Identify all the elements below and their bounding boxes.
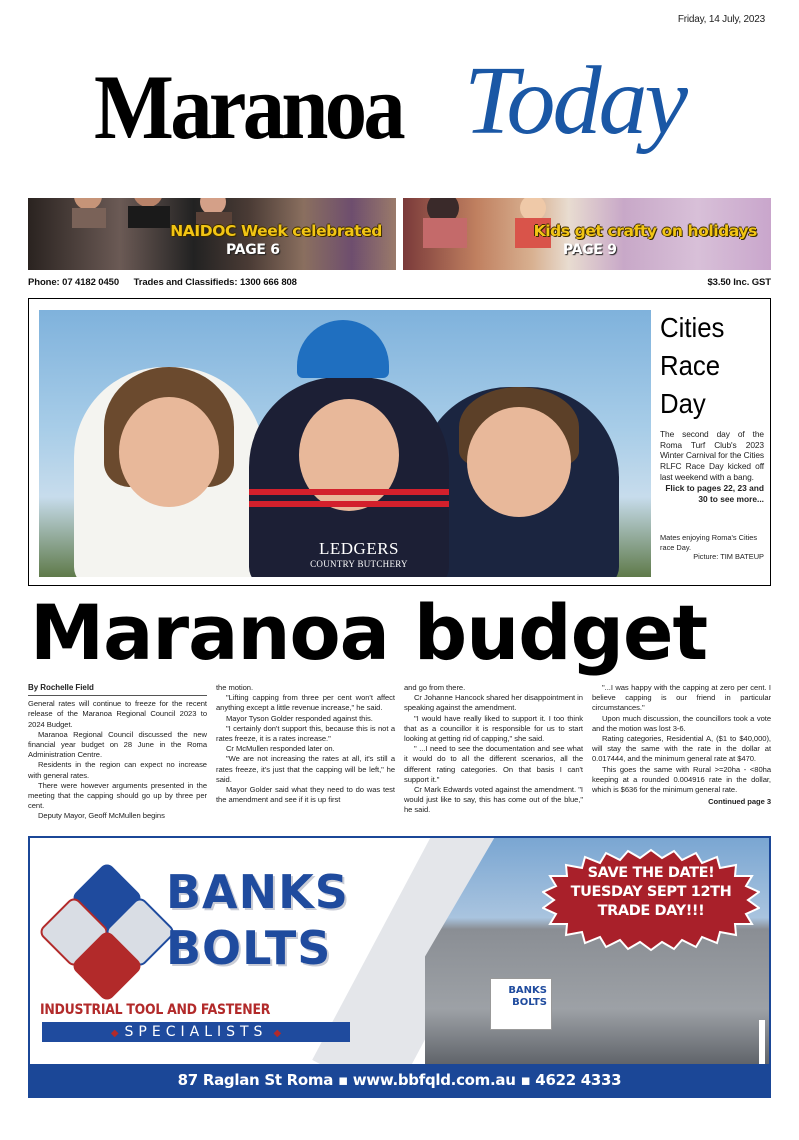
article-column-1 bbox=[28, 683, 207, 822]
hero-title: Cities Race Day bbox=[660, 312, 725, 419]
paragraph: the motion. bbox=[216, 683, 254, 692]
paragraph: "I certainly don't support this, because this is not a rates freeze, it is a rates increase." bbox=[216, 723, 395, 744]
diamond-bullet-icon: ◆ bbox=[273, 1028, 282, 1039]
paragraph: Cr Johanne Hancock shared her disappointment in speaking against the amendment. bbox=[404, 693, 583, 713]
teaser-kids-crafty[interactable] bbox=[403, 198, 771, 270]
cover-price: $3.50 Inc. GST bbox=[707, 277, 771, 288]
contact-bar bbox=[28, 277, 771, 288]
masthead-today: Today bbox=[464, 47, 686, 155]
diamond-bullet-icon: ◆ bbox=[110, 1028, 119, 1039]
banks-bolts-advert[interactable] bbox=[28, 836, 771, 1098]
hero-feature bbox=[28, 298, 771, 586]
paragraph: Cr McMullen responded later on. bbox=[226, 744, 335, 754]
hero-sidebar bbox=[660, 309, 764, 505]
masthead-logo[interactable] bbox=[94, 47, 714, 162]
article-column-4 bbox=[592, 683, 771, 807]
teaser-page: PAGE 9 bbox=[563, 242, 617, 258]
byline: By Rochelle Field bbox=[28, 683, 207, 696]
paragraph: "...I was happy with the capping at zero per cent. I believe capping is our friend in particular circumstances." bbox=[592, 683, 771, 713]
hero-photo[interactable] bbox=[39, 310, 651, 577]
ad-code-strip bbox=[759, 1020, 765, 1064]
photo-kid-left bbox=[74, 367, 264, 577]
ad-specialists-bar: ◆ SPECIALISTS ◆ bbox=[42, 1022, 350, 1042]
lead-headline: Maranoa budget bbox=[30, 588, 708, 677]
photo-kid-right bbox=[419, 387, 619, 577]
paragraph: "Lifting capping from three per cent won't affect anything except a little revenue increase," he said. bbox=[216, 693, 395, 713]
paragraph: Residents in the region can expect no increase with general rates. bbox=[28, 760, 207, 780]
paragraph: Upon much discussion, the councillors took a vote and the motion was lost 3-6. bbox=[592, 713, 771, 733]
ad-tagline: INDUSTRIAL TOOL AND FASTENER bbox=[40, 1002, 271, 1018]
store-sign: BANKS BOLTS bbox=[490, 978, 552, 1030]
lead-article bbox=[28, 683, 771, 831]
paragraph: Maranoa Regional Council discussed the new financial year budget on 28 June in the Roma Administration Centre. bbox=[28, 729, 207, 760]
photo-cap bbox=[297, 320, 389, 378]
article-column-2 bbox=[216, 683, 395, 805]
phone-number: Phone: 07 4182 0450 bbox=[28, 277, 120, 288]
issue-date: Friday, 14 July, 2023 bbox=[677, 14, 765, 25]
banks-bolts-logo-icon bbox=[42, 868, 172, 998]
teaser-naidoc[interactable] bbox=[28, 198, 396, 270]
teaser-headline: Kids get crafty on holidays bbox=[533, 222, 757, 240]
ad-brand-name: BANKS BOLTS bbox=[166, 865, 349, 975]
ad-contact-footer[interactable]: 87 Raglan St Roma ▪ www.bbfqld.com.au ▪ 4622 4333 bbox=[30, 1064, 769, 1096]
teaser-page: PAGE 6 bbox=[226, 242, 280, 258]
paragraph: " ...I need to see the documentation and see what it would do to all the different scenarios, all the different rating categories. On that basis I can't support it." bbox=[404, 744, 583, 784]
jersey-stripe bbox=[249, 501, 449, 507]
paragraph: General rates will continue to freeze for the recent release of the Maranoa Regional Council 2023 to 2024 Budget. bbox=[28, 699, 207, 729]
paragraph: and go from there. bbox=[404, 683, 466, 692]
jersey-sponsor: LEDGERS COUNTRY BUTCHERY bbox=[310, 539, 408, 569]
photo-caption: Mates enjoying Roma's Cities race Day. Picture: TIM BATEUP bbox=[660, 533, 764, 561]
classifieds-number: Trades and Classifieds: 1300 666 808 bbox=[133, 277, 297, 288]
paragraph: Cr Mark Edwards voted against the amendment. "I would just like to say, this has come out of the blue," he said. bbox=[404, 785, 583, 815]
article-column-3 bbox=[404, 683, 583, 816]
paragraph: Mayor Tyson Golder responded against this. bbox=[226, 713, 373, 723]
teaser-headline: NAIDOC Week celebrated bbox=[170, 222, 382, 240]
jersey-stripe bbox=[249, 489, 449, 495]
paragraph: "I would have really liked to support it. I too think that as a councillor it is responsible for us to start looking at getting rid of capping," she said. bbox=[404, 713, 583, 744]
paragraph: Mayor Golder said what they need to do was test the amendment and see if it is up first bbox=[216, 785, 395, 805]
paragraph: "We are not increasing the rates at all, it's still a rates freeze, it's just that the capping will be left," he said. bbox=[216, 754, 395, 784]
paragraph: Deputy Mayor, Geoff McMullen begins bbox=[38, 811, 165, 821]
paragraph: Rating categories, Residential A, ($1 to $40,000), will stay the same with the rate in the dollar at 0.017444, and the minimum general rate at $470. bbox=[592, 734, 771, 764]
photo-credit: Picture: TIM BATEUP bbox=[693, 552, 764, 561]
masthead-maranoa: Maranoa bbox=[94, 56, 403, 158]
paragraph: This goes the same with Rural >=20ha - <80ha keeping at a rounded 0.004916 rate in the dollar, which is $636 for the minimum general rate. bbox=[592, 764, 771, 795]
paragraph: There were however arguments presented in the meeting that the capping should go up by three per cent. bbox=[28, 780, 207, 811]
continued-link[interactable]: Continued page 3 bbox=[708, 797, 771, 807]
hero-summary: The second day of the Roma Turf Club's 2023 Winter Carnival for the Cities RLFC Race Day kicked off last weekend with a bang. bbox=[660, 429, 764, 482]
teaser-strip bbox=[28, 198, 771, 270]
promo-text: SAVE THE DATE! TUESDAY SEPT 12TH TRADE DAY!!! bbox=[570, 865, 732, 919]
hero-page-reference[interactable]: Flick to pages 22, 23 and 30 to see more... bbox=[665, 482, 764, 504]
